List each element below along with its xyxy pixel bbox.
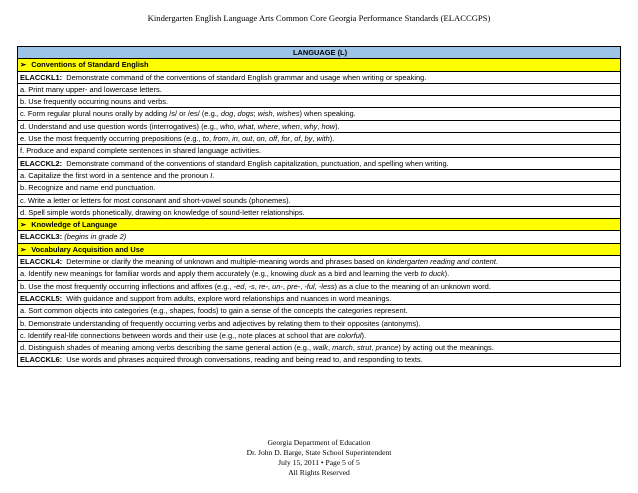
text-segment: e. Use the most frequently occurring prepositions (e.g., — [20, 134, 203, 144]
text-segment: c. Form regular plural nouns orally by adding /s/ or /es/ (e.g., — [20, 109, 221, 119]
table-row — [18, 292, 621, 304]
italic-text: colorful — [337, 330, 362, 340]
section-heading — [18, 243, 621, 255]
page-footer — [0, 438, 638, 478]
sub-item-cell — [18, 194, 621, 206]
sub-item-cell — [18, 206, 621, 218]
italic-text: wishes — [276, 109, 300, 119]
italic-text: who — [220, 121, 234, 131]
text-segment: , — [252, 134, 257, 144]
footer-line: Dr. John D. Barge, State School Superintendent — [246, 448, 392, 457]
text-segment: , — [312, 134, 317, 144]
italic-text: when — [282, 121, 300, 131]
table-row — [18, 354, 621, 366]
text-segment: , — [300, 134, 305, 144]
italic-text: with — [316, 134, 330, 144]
page-header: Kindergarten English Language Arts Common Core Georgia Performance Standards (ELACCGPS) — [147, 13, 491, 23]
standards-table — [17, 46, 621, 367]
text-segment: , — [272, 109, 277, 119]
text-segment: , — [317, 121, 322, 131]
table-row — [18, 219, 621, 231]
text-segment: d. Spell simple words phonetically, drawing on knowledge of sound-letter relationships. — [20, 207, 305, 217]
italic-text: dogs — [237, 109, 254, 119]
text-segment: , — [352, 343, 357, 353]
text-segment: f. Produce and expand complete sentences in shared language activities. — [20, 146, 262, 156]
italic-text: for — [281, 134, 291, 144]
footer-line: Georgia Department of Education — [267, 438, 371, 447]
text-segment: Use words and phrases acquired through conversations, reading and being read to, and responding to texts. — [62, 355, 423, 365]
italic-text: -ful — [304, 281, 315, 291]
standard-cell — [18, 292, 621, 304]
standards-table-body — [18, 47, 621, 367]
italic-text: where — [257, 121, 279, 131]
italic-text: walk — [313, 343, 329, 353]
sub-item-cell — [18, 108, 621, 120]
table-row — [18, 329, 621, 341]
italic-text: why — [304, 121, 318, 131]
sub-item-cell — [18, 145, 621, 157]
text-segment: With guidance and support from adults, explore word relationships and nuances in word meanings. — [62, 293, 392, 303]
italic-text: un- — [272, 281, 283, 291]
standard-cell — [18, 354, 621, 366]
italic-text: kindergarten reading and content — [386, 257, 496, 267]
text-segment: Demonstrate command of the conventions of standard English grammar and usage when writing or speaking. — [62, 72, 427, 82]
text-segment: , — [233, 109, 238, 119]
text-segment: , — [299, 121, 305, 131]
arrow-bullet-icon: ➢ — [20, 244, 27, 254]
table-row — [18, 231, 621, 243]
italic-text: what — [237, 121, 254, 131]
sub-item-cell — [18, 342, 621, 354]
text-segment: ). — [361, 330, 367, 340]
footer-line: July 15, 2011 • Page 5 of 5 — [278, 458, 360, 467]
table-row — [18, 256, 621, 268]
table-row — [18, 71, 621, 83]
table-row — [18, 120, 621, 132]
text-segment: a. Print many upper- and lowercase letters. — [20, 84, 162, 94]
table-row — [18, 268, 621, 280]
text-segment: , — [267, 281, 273, 291]
italic-text: to — [202, 134, 209, 144]
sub-item-cell — [18, 133, 621, 145]
standard-code: ELACCKL3: — [20, 232, 63, 242]
standard-cell — [18, 157, 621, 169]
standard-code: ELACCKL5: — [20, 293, 63, 303]
sub-item-cell — [18, 268, 621, 280]
text-segment: , — [277, 134, 282, 144]
text-segment: , — [314, 281, 319, 291]
table-row — [18, 108, 621, 120]
text-segment: . — [495, 257, 498, 267]
table-row — [18, 169, 621, 181]
text-segment: , — [253, 121, 258, 131]
italic-text: on — [256, 134, 265, 144]
standard-cell — [18, 231, 621, 243]
italic-text: of — [294, 134, 301, 144]
table-row — [18, 157, 621, 169]
italic-text: re- — [258, 281, 268, 291]
italic-text: dog — [220, 109, 234, 119]
sub-item-cell — [18, 329, 621, 341]
sub-item-cell — [18, 305, 621, 317]
table-row — [18, 96, 621, 108]
text-segment: a. Sort common objects into categories (e.g., shapes, foods) to gain a sense of the concepts the categories represent. — [20, 306, 408, 316]
italic-text: in — [232, 134, 238, 144]
table-row — [18, 59, 621, 71]
text-segment: , — [278, 121, 283, 131]
text-segment: Demonstrate command of the conventions of standard English capitalization, punctuation, and spelling when writing. — [62, 158, 449, 168]
text-segment: a. Capitalize the first word in a sentence and the pronoun — [20, 170, 211, 180]
text-segment: , — [208, 134, 214, 144]
standard-cell — [18, 256, 621, 268]
text-segment: , — [264, 134, 269, 144]
text-segment: ) by acting out the meanings. — [398, 343, 494, 353]
text-segment: ). — [335, 121, 340, 131]
text-segment: d. Distinguish shades of meaning among verbs describing the same general action (e.g., — [20, 343, 314, 353]
standard-code: ELACCKL2: — [20, 158, 63, 168]
text-segment: , — [371, 343, 376, 353]
italic-text: -less — [318, 281, 335, 291]
italic-text: to duck — [420, 269, 445, 279]
italic-text: how — [321, 121, 336, 131]
italic-text: duck — [300, 269, 317, 279]
section-heading-text: Vocabulary Acquisition and Use — [31, 244, 145, 254]
text-segment: a. Identify new meanings for familiar words and apply them accurately (e.g., knowing — [20, 269, 301, 279]
table-row — [18, 317, 621, 329]
text-segment: , — [290, 134, 295, 144]
sub-item-cell — [18, 280, 621, 292]
text-segment: , — [282, 281, 287, 291]
italic-text: I — [210, 170, 213, 180]
sub-item-cell — [18, 182, 621, 194]
text-segment: . — [212, 170, 215, 180]
text-segment: d. Understand and use question words (interrogatives) (e.g., — [20, 121, 221, 131]
italic-text: from — [213, 134, 228, 144]
table-row — [18, 145, 621, 157]
table-row — [18, 133, 621, 145]
italic-text: (begins in grade 2) — [62, 232, 127, 242]
text-segment: , — [227, 134, 233, 144]
italic-text: pre- — [286, 281, 301, 291]
section-heading-text: Knowledge of Language — [31, 220, 118, 230]
italic-text: strut — [356, 343, 372, 353]
italic-text: -ed — [233, 281, 245, 291]
text-segment: b. Recognize and name end punctuation. — [20, 183, 156, 193]
standard-cell — [18, 71, 621, 83]
section-heading — [18, 59, 621, 71]
text-segment: ). — [444, 269, 450, 279]
italic-text: by — [304, 134, 313, 144]
sub-item-cell — [18, 317, 621, 329]
table-row — [18, 194, 621, 206]
italic-text: wish — [257, 109, 273, 119]
standard-code: ELACCKL1: — [20, 72, 63, 82]
text-segment: , — [244, 281, 249, 291]
text-segment: , — [328, 343, 333, 353]
arrow-bullet-icon: ➢ — [20, 60, 27, 70]
table-row — [18, 342, 621, 354]
table-row — [18, 280, 621, 292]
table-row — [18, 206, 621, 218]
footer-line: All Rights Reserved — [288, 468, 350, 477]
standard-code: ELACCKL6: — [20, 355, 63, 365]
text-segment: ; — [253, 109, 258, 119]
text-segment: b. Use the most frequently occurring inflections and affixes (e.g., — [20, 281, 234, 291]
italic-text: -s — [248, 281, 255, 291]
text-segment: ) as a clue to the meaning of an unknown word. — [334, 281, 491, 291]
table-title-row — [18, 47, 621, 59]
section-heading-text: Conventions of Standard English — [31, 60, 149, 70]
text-segment: c. Identify real-life connections between words and their use (e.g., note places at school that are — [20, 330, 338, 340]
table-row — [18, 83, 621, 95]
table-row — [18, 243, 621, 255]
text-segment: b. Demonstrate understanding of frequently occurring verbs and adjectives by relating them to their opposites (antonyms). — [20, 318, 421, 328]
text-segment: ). — [329, 134, 335, 144]
text-segment: , — [254, 281, 259, 291]
table-title: LANGUAGE (L) — [18, 47, 621, 59]
table-row — [18, 305, 621, 317]
standard-code: ELACCKL4: — [20, 257, 63, 267]
section-heading — [18, 219, 621, 231]
text-segment: ) when speaking. — [299, 109, 356, 119]
table-row — [18, 182, 621, 194]
sub-item-cell — [18, 169, 621, 181]
italic-text: off — [268, 134, 278, 144]
sub-item-cell — [18, 96, 621, 108]
text-segment: , — [300, 281, 305, 291]
sub-item-cell — [18, 83, 621, 95]
text-segment: , — [237, 134, 243, 144]
italic-text: march — [332, 343, 353, 353]
text-segment: Determine or clarify the meaning of unknown and multiple-meaning words and phrases based on — [62, 257, 387, 267]
sub-item-cell — [18, 120, 621, 132]
italic-text: out — [242, 134, 253, 144]
text-segment: as a bird and learning the verb — [316, 269, 421, 279]
text-segment: b. Use frequently occurring nouns and verbs. — [20, 97, 169, 107]
italic-text: prance — [375, 343, 399, 353]
text-segment: , — [233, 121, 238, 131]
text-segment: c. Write a letter or letters for most consonant and short-vowel sounds (phonemes). — [20, 195, 291, 205]
arrow-bullet-icon: ➢ — [20, 220, 27, 230]
